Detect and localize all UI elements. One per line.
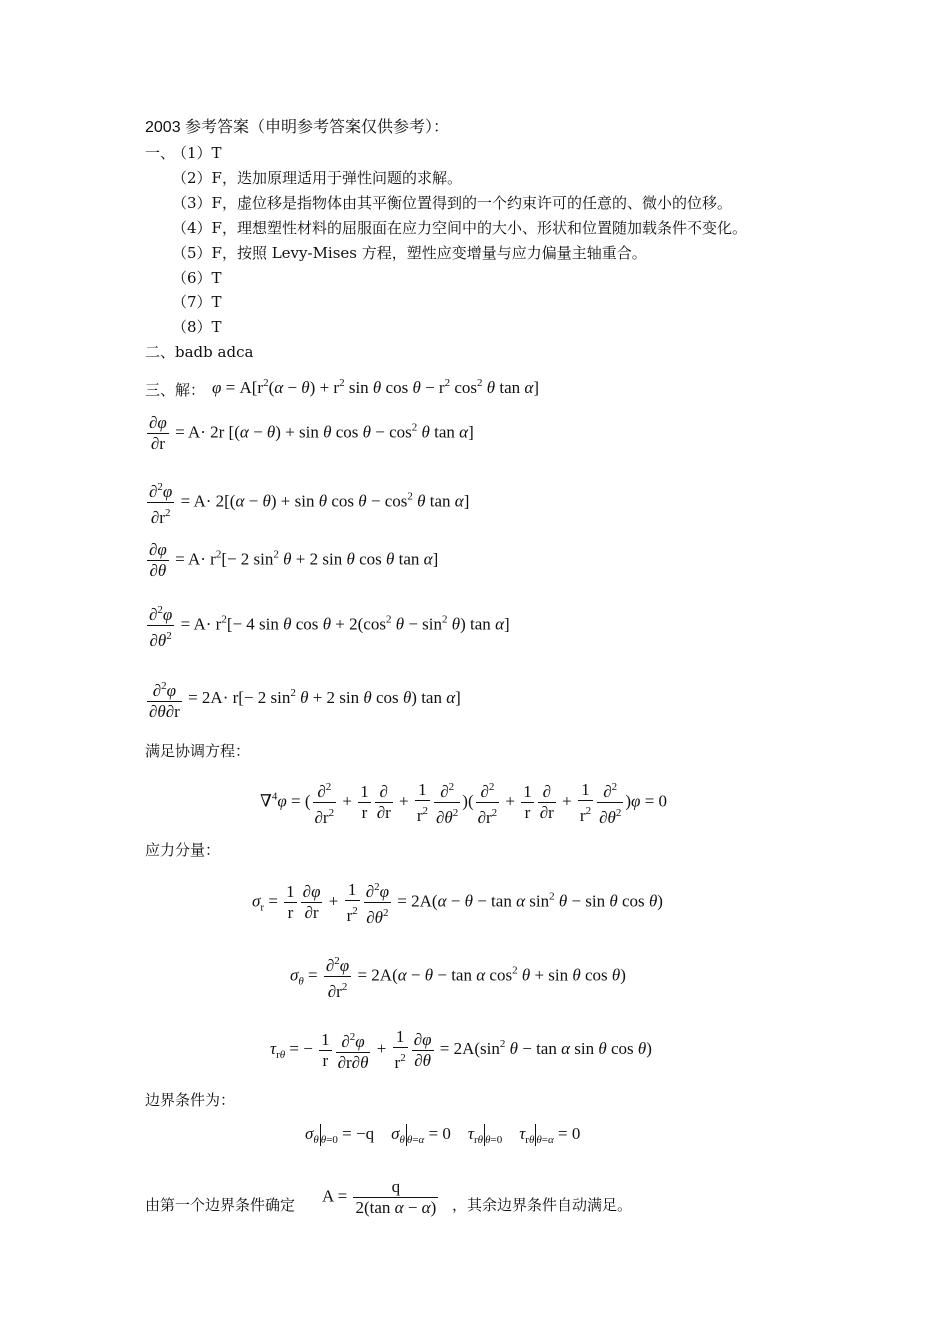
part1-item-3: （3）F，虚位移是指物体由其平衡位置得到的一个约束许可的任意的、微小的位移。: [172, 194, 732, 212]
part1-item-8: （8）T: [172, 318, 222, 336]
part1-item-4: （4）F，理想塑性材料的屈服面在应力空间中的大小、形状和位置随加载条件不变化。: [172, 219, 747, 237]
conclusion-prefix: 由第一个边界条件确定: [145, 1196, 296, 1214]
page-title: 2003 参考答案（申明参考答案仅供参考）：: [145, 119, 450, 136]
compat-label: 满足协调方程：: [145, 742, 251, 760]
tau-rtheta-equation: $\tau_{r\theta}$ = − $\frac{1}{r}$ $\frac{\partial^2\varphi}{\partial r\partial\theta}$ + $\frac{1}{r^2}$ $\frac{\partial\varphi}{\partial\theta}$ = $2A(\sin^2$ θ − tan α sin θ cos θ): [270, 1027, 652, 1072]
part2-label: 二、: [145, 343, 176, 361]
part1-item-7: （7）T: [172, 293, 222, 311]
constant-a-equation: A = $\frac{q}{\text{2(tan α − α)}}$: [322, 1177, 437, 1217]
dphi-dtheta-equation: $\frac{\partial\varphi}{\partial\theta}$ = $A\cdot r^2[- 2$ $\sin^2 \theta + 2$ sin θ cos θ tan α]: [149, 540, 439, 580]
part1-item-1: （1）T: [172, 144, 222, 162]
part2-answer: [145, 342, 253, 362]
sigma-theta-equation: $\sigma_\theta$ = $\frac{\partial^2\varphi}{\partial r^2}$ = 2A(α − θ − tan α $\cos^2 \theta + \sin \theta$ cos θ): [290, 951, 626, 1002]
part2-value: badb adca: [175, 343, 254, 361]
conclusion-suffix: ，其余边界条件自动满足。: [452, 1196, 633, 1214]
d2phi-dthetadr-equation: $\frac{\partial^2\varphi}{\partial\theta\partial r}$ = 2A· r[− 2 $\sin^2 \theta + 2$ sin θ cos θ) tan α]: [145, 676, 461, 722]
part1-item-6: （6）T: [172, 269, 222, 287]
part1-label: 一、: [145, 144, 176, 162]
bc-label: 边界条件为：: [145, 1091, 236, 1109]
compatibility-equation: ∇$^4$φ = ( $\frac{\partial^2}{\partial r^2}$ + $\frac{1}{r}$ $\frac{\partial}{\partial r}$ + $\frac{1}{r^2}$ $\frac{\partial^2}{\partial\theta^2}$ )( $\frac{\partial^2}{\partial r^2}$ + $\frac{1}{r}$ $\frac{\partial}{\partial r}$ + $\frac{1}{r^2}$ $\frac{\partial^2}{\partial\theta^2}$ )φ = 0: [260, 777, 667, 828]
stress-function-equation: $\varphi = A[r^2(\alpha - \theta) + r^2$ sin θ $\cos \theta - r^2$ $\cos^2 \theta$ tan α]: [212, 377, 539, 397]
dphi-dr-equation: $\frac{\partial\varphi}{\partial r}$ = A· 2r [(α − θ) + sin θ $\cos \theta - \cos^2 \theta$ tan α]: [149, 413, 474, 453]
boundary-conditions: $\sigma_\theta$ $_{\theta=0}$ = −q $\sigma_\theta$ $_{\theta=\alpha}$ = 0 $\tau_{r\theta}$ $_{\theta=0}$ $\tau_{r\theta}$ $_{\theta=\alpha}$ = 0: [305, 1124, 581, 1146]
part1-item-2: （2）F，迭加原理适用于弹性问题的求解。: [172, 169, 462, 187]
stress-label: 应力分量：: [145, 841, 221, 859]
part1-item-5: （5）F，按照 Levy-Mises 方程，塑性应变增量与应力偏量主轴重合。: [172, 244, 647, 262]
sigma-r-equation: $\sigma_r$ = $\frac{1}{r}$ $\frac{\partial\varphi}{\partial r}$ + $\frac{1}{r^2}$ $\frac{\partial^2\varphi}{\partial\theta^2}$ = 2A(α − θ − tan α $\sin^2 \theta - \sin \theta$ cos θ): [252, 877, 663, 928]
d2phi-dr2-equation: $\frac{\partial^2\varphi}{\partial r^2}$ = A· 2[(α − θ) + sin θ $\cos \theta - \cos^2 \theta$ tan α]: [145, 477, 469, 528]
part3-label: 三、解：: [145, 381, 206, 399]
d2phi-dtheta2-equation: $\frac{\partial^2\varphi}{\partial\theta^2}$ = $A\cdot r^2[- 4$ sin θ $\cos \theta + 2(\cos^2$ $\theta - \sin^2 \theta$) tan α]: [145, 600, 510, 651]
